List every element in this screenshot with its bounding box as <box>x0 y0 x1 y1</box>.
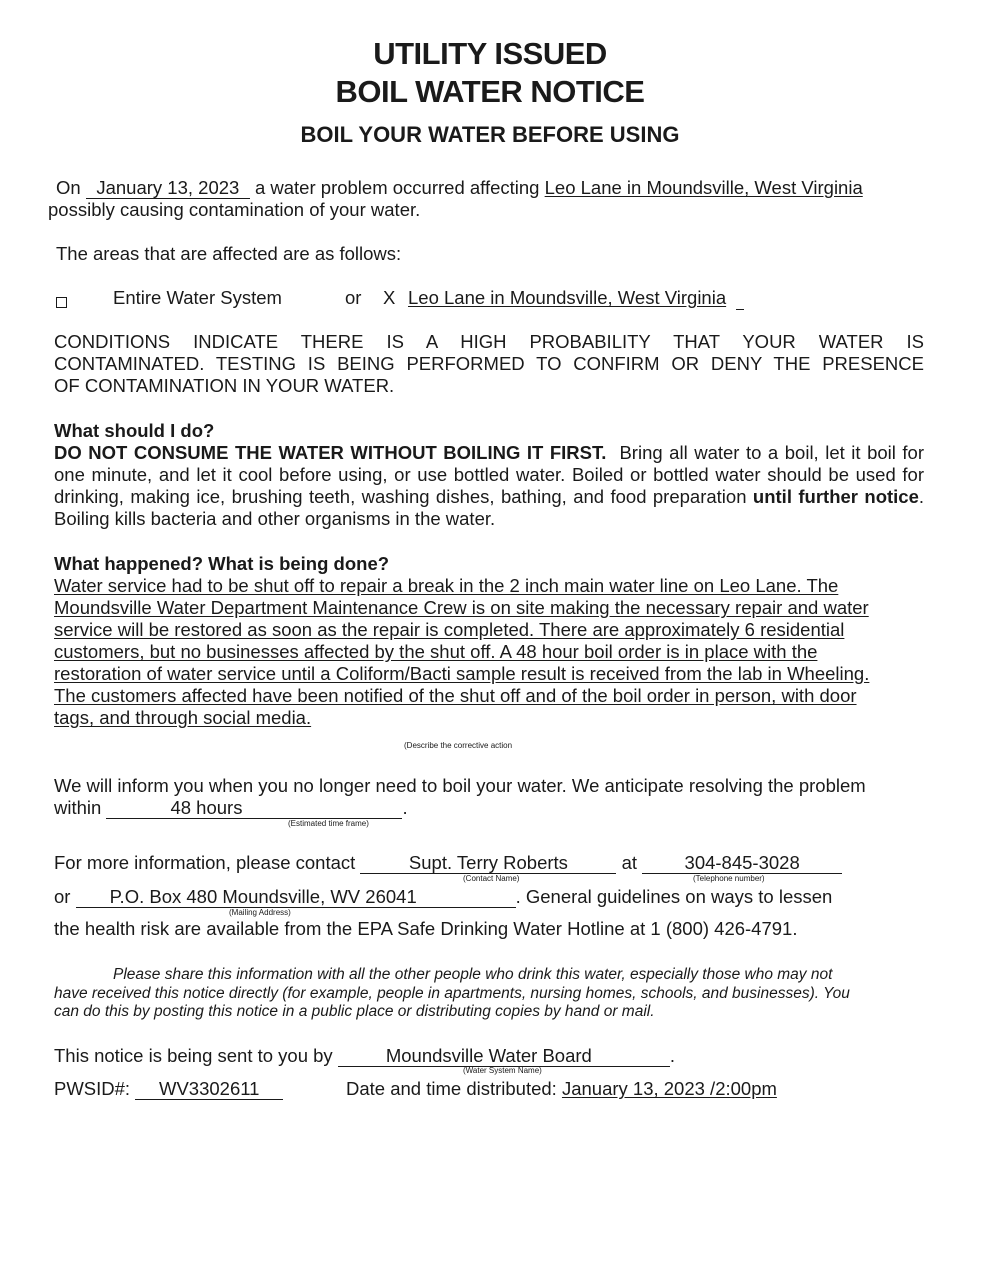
intro-line-1 <box>56 177 863 199</box>
areas-heading: The areas that are affected are as follows: <box>56 243 402 264</box>
contact-label: For more information, please contact <box>54 852 356 873</box>
distributed-value: January 13, 2023 /2:00pm <box>561 1078 777 1099</box>
contact-line <box>54 852 842 874</box>
time-frame-caption: (Estimated time frame) <box>288 819 369 828</box>
pwsid-value: WV3302611 <box>135 1079 283 1100</box>
on-label: On <box>56 177 81 198</box>
time-frame-value: 48 hours <box>106 798 402 819</box>
incident-date: January 13, 2023 <box>86 178 250 199</box>
title-line-2: BOIL WATER NOTICE <box>335 74 645 109</box>
what-happened-line-3: service will be restored as soon as the repair is completed. There are approximately 6 residential <box>54 619 845 640</box>
distributed-label: Date and time distributed: <box>346 1078 557 1099</box>
sent-by-period: . <box>669 1045 675 1066</box>
what-happened-heading: What happened? What is being done? <box>54 553 390 574</box>
what-happened-line-7: tags, and through social media. <box>54 707 312 728</box>
water-system-caption: (Water System Name) <box>463 1066 542 1075</box>
contact-name-caption: (Contact Name) <box>463 874 520 883</box>
within-label: within <box>54 797 102 818</box>
distributed-line <box>346 1078 777 1100</box>
affected-location: Leo Lane in Moundsville, West Virginia <box>544 177 863 198</box>
hotline-line: the health risk are available from the EPA Safe Drinking Water Hotline at 1 (800) 426-4791. <box>54 918 798 939</box>
what-happened-line-4: customers, but no businesses affected by the shut off. A 48 hour boil order is in place with the <box>54 641 818 662</box>
entire-system-checkbox <box>56 291 67 313</box>
title-line-1: UTILITY ISSUED <box>373 36 607 71</box>
mailing-address: P.O. Box 480 Moundsville, WV 26041 <box>76 887 516 908</box>
pwsid-line <box>54 1078 283 1100</box>
conditions-line-1: CONDITIONS INDICATE THERE IS A HIGH PROBABILITY THAT YOUR WATER IS <box>54 331 924 352</box>
conditions-line-3: OF CONTAMINATION IN YOUR WATER. <box>54 375 395 396</box>
guidelines-text: . General guidelines on ways to lessen <box>515 886 833 907</box>
intro-line-2: possibly causing contamination of your water. <box>48 199 421 220</box>
selected-area: Leo Lane in Moundsville, West Virginia <box>408 287 744 310</box>
contact-phone: 304-845-3028 <box>642 853 842 874</box>
what-to-do-heading: What should I do? <box>54 420 215 441</box>
corrective-action-caption: (Describe the corrective action <box>404 741 513 750</box>
address-or-label: or <box>54 886 71 907</box>
resolve-line-2 <box>54 797 408 819</box>
mailing-address-caption: (Mailing Address) <box>229 908 291 917</box>
what-happened-line-2: Moundsville Water Department Maintenance Crew is on site making the necessary repair and water <box>54 597 869 618</box>
areas-or-label: or <box>345 287 362 308</box>
contact-at-label: at <box>621 852 637 873</box>
resolve-line-1: We will inform you when you no longer need to boil your water. We anticipate resolving the problem <box>54 775 866 796</box>
until-further-notice: until further notice <box>752 486 919 507</box>
share-line-1: Please share this information with all the other people who drink this water, especially those who may not <box>113 966 833 983</box>
subtitle: BOIL YOUR WATER BEFORE USING <box>300 122 680 147</box>
contact-phone-caption: (Telephone number) <box>693 874 765 883</box>
what-to-do-body <box>54 442 924 530</box>
pwsid-label: PWSID#: <box>54 1078 131 1099</box>
selected-x-mark: X <box>383 287 396 308</box>
water-system-name: Moundsville Water Board <box>338 1046 670 1067</box>
what-to-do-text-1: Bring all water to a boil, let it boil for one minute, and let it cool before using, or use bottled water. Boiled or bottled water should be used for drinking, making ice, brushing teeth, washing dishes, bathing, and food preparation <box>54 442 924 507</box>
address-line <box>54 886 832 908</box>
share-line-2: have received this notice directly (for example, people in apartments, nursing homes, schools, and businesses). You <box>54 985 850 1002</box>
what-happened-line-5: restoration of water service until a Coliform/Bacti sample result is received from the lab in Wheeling. <box>54 663 870 684</box>
what-to-do-text-2: . Boiling kills bacteria and other organisms in the water. <box>54 486 925 529</box>
what-to-do-bold-lead: DO NOT CONSUME THE WATER WITHOUT BOILING IT FIRST. <box>54 442 607 463</box>
sent-by-label: This notice is being sent to you by <box>54 1045 333 1066</box>
contact-name: Supt. Terry Roberts <box>360 853 616 874</box>
sent-by-line <box>54 1045 675 1067</box>
entire-system-option: Entire Water System <box>113 287 282 308</box>
conditions-line-2: CONTAMINATED. TESTING IS BEING PERFORMED TO CONFIRM OR DENY THE PRESENCE <box>54 353 924 374</box>
share-line-3: can do this by posting this notice in a public place or distributing copies by hand or mail. <box>54 1003 655 1020</box>
what-happened-line-6: The customers affected have been notified of the shut off and of the boil order in person, with door <box>54 685 857 706</box>
what-happened-line-1: Water service had to be shut off to repair a break in the 2 inch main water line on Leo Lane. The <box>54 575 839 596</box>
intro-mid-text: a water problem occurred affecting <box>254 177 540 198</box>
resolve-period: . <box>402 797 408 818</box>
